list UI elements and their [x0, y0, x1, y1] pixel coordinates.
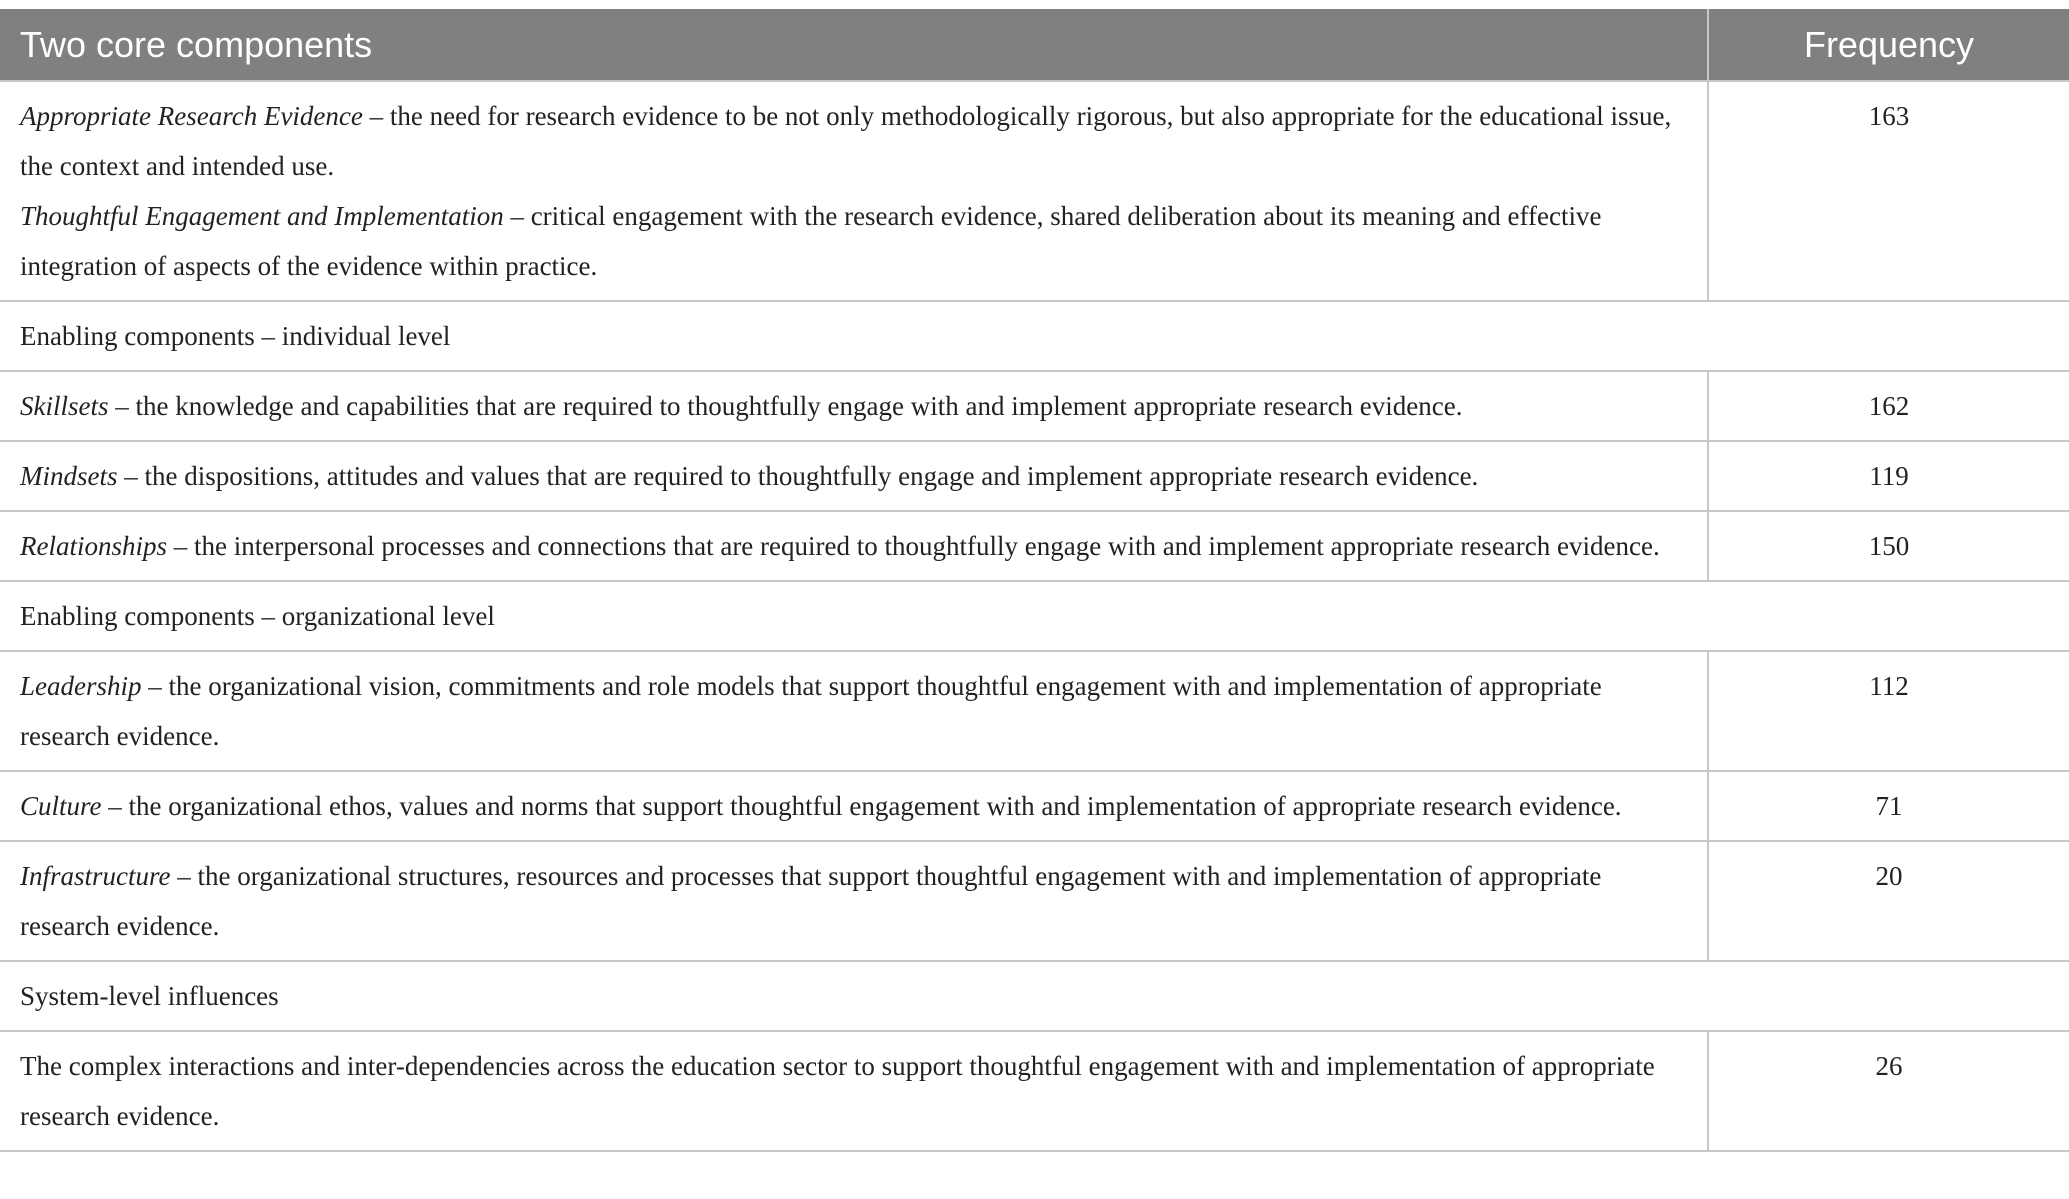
frequency-cell: 20 [1708, 841, 2069, 961]
table-row [0, 1031, 2069, 1151]
frequency-cell: 71 [1708, 771, 2069, 841]
frequency-cell: 162 [1708, 371, 2069, 441]
component-term: Skillsets [20, 391, 109, 421]
description-cell [0, 371, 1708, 441]
section-label: Enabling components – individual level [0, 301, 2069, 371]
frequency-cell: 112 [1708, 651, 2069, 771]
core-line [20, 91, 1687, 191]
section-row [0, 301, 2069, 371]
component-description: – the organizational vision, commitments and role models that support thoughtful engagement with and implementation of appropriate research evidence. [20, 671, 1602, 751]
section-label: System-level influences [0, 961, 2069, 1031]
table-row-core [0, 81, 2069, 301]
component-term: Appropriate Research Evidence [20, 101, 363, 131]
component-term: Thoughtful Engagement and Implementation [20, 201, 504, 231]
component-description: – the organizational structures, resources and processes that support thoughtful engagement with and implementation of appropriate research evidence. [20, 861, 1602, 941]
frequency-cell: 150 [1708, 511, 2069, 581]
section-row [0, 961, 2069, 1031]
frequency-cell: 26 [1708, 1031, 2069, 1151]
components-table [0, 9, 2069, 1152]
component-description: The complex interactions and inter-dependencies across the education sector to support thoughtful engagement with and implementation of appropriate research evidence. [20, 1051, 1655, 1131]
table-row [0, 841, 2069, 961]
component-term: Mindsets [20, 461, 118, 491]
description-cell [0, 1031, 1708, 1151]
frequency-cell: 163 [1708, 81, 2069, 301]
section-row [0, 581, 2069, 651]
table-row [0, 441, 2069, 511]
section-label: Enabling components – organizational level [0, 581, 2069, 651]
component-description: – the dispositions, attitudes and values that are required to thoughtfully engage and implement appropriate research evidence. [117, 461, 1479, 491]
component-term: Leadership [20, 671, 142, 701]
component-description: – the knowledge and capabilities that are required to thoughtfully engage with and implement appropriate research evidence. [108, 391, 1463, 421]
component-description: – the need for research evidence to be not only methodologically rigorous, but also appropriate for the educational issue, the context and intended use. [20, 101, 1672, 181]
header-frequency: Frequency [1708, 9, 2069, 81]
table-row [0, 511, 2069, 581]
component-description: – critical engagement with the research evidence, shared deliberation about its meaning and effective integration of aspects of the evidence within practice. [20, 201, 1602, 281]
description-cell [0, 651, 1708, 771]
component-term: Culture [20, 791, 102, 821]
core-line [20, 191, 1687, 291]
core-description-cell [0, 81, 1708, 301]
description-cell [0, 771, 1708, 841]
component-term: Relationships [20, 531, 167, 561]
frequency-cell: 119 [1708, 441, 2069, 511]
header-components: Two core components [0, 9, 1708, 81]
table-row [0, 651, 2069, 771]
table-header-row [0, 9, 2069, 81]
table-row [0, 771, 2069, 841]
table-row [0, 371, 2069, 441]
description-cell [0, 511, 1708, 581]
component-description: – the interpersonal processes and connections that are required to thoughtfully engage with and implement appropriate research evidence. [167, 531, 1660, 561]
description-cell [0, 441, 1708, 511]
component-description: – the organizational ethos, values and norms that support thoughtful engagement with and implementation of appropriate research evidence. [101, 791, 1622, 821]
description-cell [0, 841, 1708, 961]
component-term: Infrastructure [20, 861, 171, 891]
